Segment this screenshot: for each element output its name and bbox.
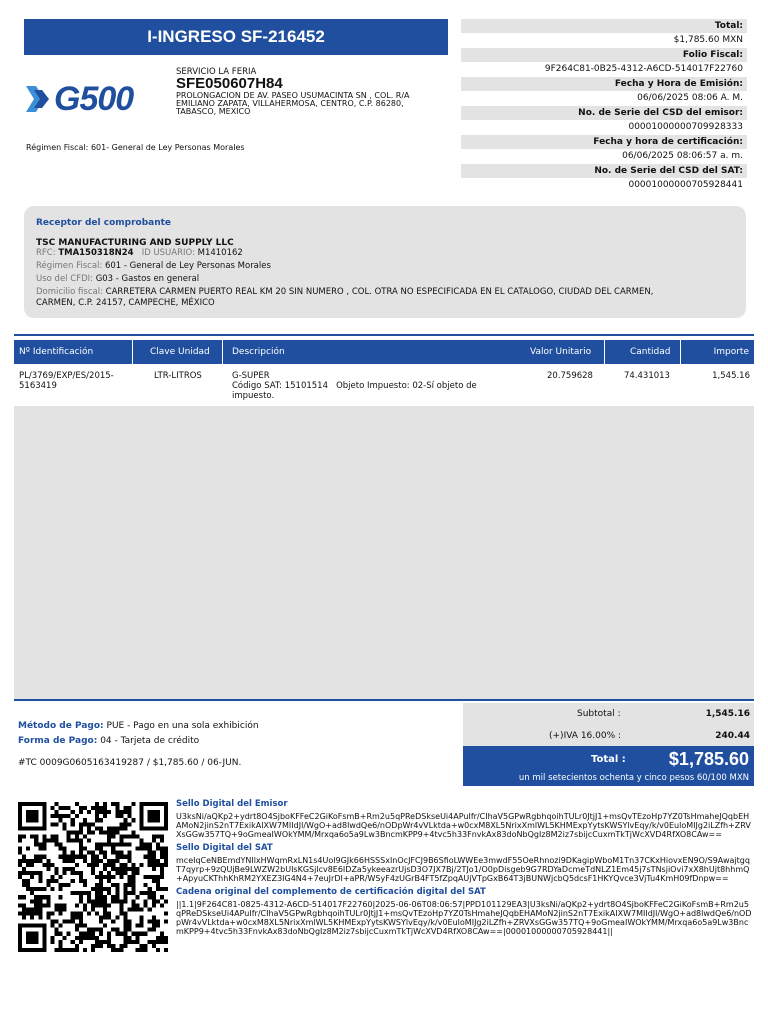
seal-chain-value: ||1.1|9F264C81-0825-4312-A6CD-514017F22760|2025-06-06T08:06:57|PPD101129EA3|U3ksNi/aQKp2+ydrt8O4SjboKFFeC2GiKoFsmB+Rm2u5qPReDSkseUi4APuIfr/CIhaV5GPwRgbhqoihTULr0JtjJ1+msQvTEzoHp7YZ0TsHmaheJQqbEHAMoN2jinS2nT7ExikAIXW7MIIdJl/WgO+ad8lwdQe6/nODpWr4vVLktda+w0cxM8XL5NrixXmlWL5KHMExpYytsKWSYlvEqy/k/v0EuloMIJg2iLZfh+ZRVXsGGw357TQ+9oGmeaIWOkYMM/Mrxqa6o5a9Lw3BncmKPP9+4tvc5h33FnvkAx83doNbQgIz8M2iz7sbijcCuxmTkTjWcXVD4RfXO8CAw==|00001000000705928441|| (176, 900, 752, 936)
row-amount: 1,545.16 (712, 371, 750, 381)
total-value: $1,785.60 MXN (673, 35, 743, 45)
row-desc-line2: Código SAT: 15101514 Objeto Impuesto: 02-Sí objeto de (232, 381, 477, 391)
row-unit-value: 20.759628 (547, 371, 593, 381)
csd-sat-value: 00001000000705928441 (628, 180, 743, 190)
receptor-header: Receptor del comprobante (36, 218, 172, 228)
col-quantity: Cantidad (630, 347, 671, 357)
items-table-header (14, 340, 754, 364)
payment-form-label: Forma de Pago: (18, 736, 98, 746)
receptor-uso: G03 - Gastos en general (95, 274, 200, 284)
invoice-title: I-INGRESO SF-216452 (24, 19, 448, 55)
table-empty-area (14, 406, 754, 700)
row-id-line1: PL/3769/EXP/ES/2015- (19, 371, 114, 381)
row-unit: LTR-LITROS (154, 371, 202, 381)
receptor-domicilio-label: Domicilio fiscal: (36, 287, 103, 297)
fiscal-info-panel (461, 19, 747, 193)
certification-date-value: 06/06/2025 08:06:57 a. m. (622, 151, 743, 161)
payment-method: PUE - Pago en una sola exhibición (106, 721, 259, 731)
col-description: Descripción (232, 347, 285, 357)
receptor-rfc-label: RFC: (36, 248, 56, 258)
g500-chevron-logo-icon (24, 84, 50, 114)
seal-chain (176, 888, 754, 936)
qr-code-icon (18, 802, 168, 952)
certification-date-label: Fecha y hora de certificación: (461, 135, 747, 149)
csd-emisor-value: 00001000000709928333 (628, 122, 743, 132)
payment-info (18, 719, 259, 749)
receptor-regimen: 601 - General de Ley Personas Morales (104, 261, 271, 271)
table-top-rule (14, 334, 754, 336)
company-logo (24, 80, 156, 118)
issuer-regimen (26, 143, 245, 152)
issuer-regimen-value: 601- General de Ley Personas Morales (90, 143, 245, 152)
total-value: $1,785.60 (668, 749, 749, 769)
logo-text: G500 (54, 79, 134, 118)
table-bottom-rule (14, 699, 754, 701)
receptor-regimen-label: Régimen Fiscal: (36, 261, 103, 271)
seal-sat-title: Sello Digital del SAT (176, 843, 273, 853)
receptor-id-label: ID USUARIO: (141, 248, 195, 258)
total-label: Total: (461, 19, 747, 33)
row-quantity: 74.431013 (624, 371, 670, 381)
table-row (14, 364, 754, 406)
receptor-uso-label: Uso del CFDI: (36, 274, 93, 284)
row-desc-line3: impuesto. (232, 391, 275, 401)
issuer-block (176, 68, 446, 116)
row-id-line2: 5163419 (19, 381, 57, 391)
iva-label: (+)IVA 16.00% : (549, 731, 622, 741)
emission-date-label: Fecha y Hora de Emisión: (461, 77, 747, 91)
seal-emisor (176, 800, 754, 839)
issuer-name: SERVICIO LA FERIA (176, 67, 257, 77)
issuer-regimen-label: Régimen Fiscal: (26, 143, 89, 152)
emission-date-value: 06/06/2025 08:06 A. M. (637, 93, 743, 103)
total-in-words: un mil setecientos ochenta y cinco pesos 60/100 MXN (518, 773, 749, 783)
col-id: Nº Identificación (19, 347, 94, 357)
issuer-address: PROLONGACION DE AV. PASEO USUMACINTA SN , COL. R/A EMILIANO ZAPATA, VILLAHERMOSA, CENTRO, C.P. 86280, TABASCO, MEXICO (176, 91, 410, 116)
seal-emisor-value: U3ksNi/aQKp2+ydrt8O4SjboKFFeC2GiKoFsmB+Rm2u5qPReDSkseUi4APuIfr/CIhaV5GPwRgbhqoihTULr0JtjJ1+msQvTEzoHp7YZ0TsHmaheJQqbEHAMoN2jinS2nT7ExikAIXW7MIIdJl/WgO+ad8lwdQe6/nODpWr4vVLktda+w0cxM8XL5NrixXmlWL5KHMExpYytsKWSYlvEqy/k/v0EuloMIJg2iLZfh+ZRVXsGGw357TQ+9oGmeaIWOkYMM/Mrxqa6o5a9Lw3BncmKPP9+4tvc5h33FnvkAx83doNbQgIz8M2iz7sbijcCuxmTkTjWcXVD4RfXO8CAw== (176, 812, 751, 839)
card-transaction: #TC 0009G0605163419287 / $1,785.60 / 06-JUN. (18, 758, 242, 768)
seal-sat-value: mceIqCeNBEmdYNIlxHWqmRxLN1s4Uol9GJk66HSSSxInOcJFCJ9B6SfioLWWEe3mwdF55OeRhnozi9DKagipWboM1Tn37CKxHiovxEN9O/S9AwajtgqT7qyrp+9zQUjBe9LWZW2bUIsKGSjlcv8E6IDZa5ykeeazrUjsD3O7JX7Bj/2TJo1/O0pDisgeb9G7RDYaDcmeTdNLZ1Em45j7sTNsjiOvi7xX8hUjt8hhmQ+ApyuCKThhKhRM2YXEZ3IG4N4+7euJrDI+aPR/WSyF4zUGrB4FT5fZpqAUjVTpGxB64T3jBUNWjcbQ5dcsF1HKYQvce3VjTu4KmH09fDnpw== (176, 856, 750, 883)
folio-fiscal-label: Folio Fiscal: (461, 48, 747, 62)
receptor-id: M1410162 (197, 248, 243, 258)
subtotal-value: 1,545.16 (705, 709, 750, 719)
total-label: Total : (591, 754, 626, 765)
seal-chain-title: Cadena original del complemento de certificación digital del SAT (176, 887, 486, 897)
col-unit: Clave Unidad (150, 347, 210, 357)
subtotals-box (463, 703, 754, 746)
issuer-rfc: SFE050607H84 (176, 75, 283, 92)
total-box (463, 746, 754, 786)
receptor-domicilio-line1: CARRETERA CARMEN PUERTO REAL KM 20 SIN NUMERO , COL. OTRA NO ESPECIFICADA EN EL CATALOGO, CIUDAD DEL CARMEN, (105, 287, 654, 297)
receptor-rfc: TMA150318N24 (58, 248, 134, 258)
receptor-name: TSC MANUFACTURING AND SUPPLY LLC (36, 238, 234, 248)
csd-emisor-label: No. de Serie del CSD del emisor: (461, 106, 747, 120)
col-amount: Importe (713, 347, 749, 357)
subtotal-label: Subtotal : (577, 709, 621, 719)
folio-fiscal-value: 9F264C81-0B25-4312-A6CD-514017F22760 (544, 64, 743, 74)
iva-value: 240.44 (715, 731, 750, 741)
csd-sat-label: No. de Serie del CSD del SAT: (461, 164, 747, 178)
row-desc-line1: G-SUPER (232, 371, 270, 381)
payment-form: 04 - Tarjeta de crédito (100, 736, 200, 746)
payment-method-label: Método de Pago: (18, 721, 104, 731)
col-unit-value: Valor Unitario (530, 347, 592, 357)
receptor-domicilio-line2: CARMEN, C.P. 24157, CAMPECHE, MÉXICO (36, 298, 215, 308)
receptor-box (24, 206, 746, 318)
seal-sat (176, 844, 754, 883)
seal-emisor-title: Sello Digital del Emisor (176, 799, 288, 809)
